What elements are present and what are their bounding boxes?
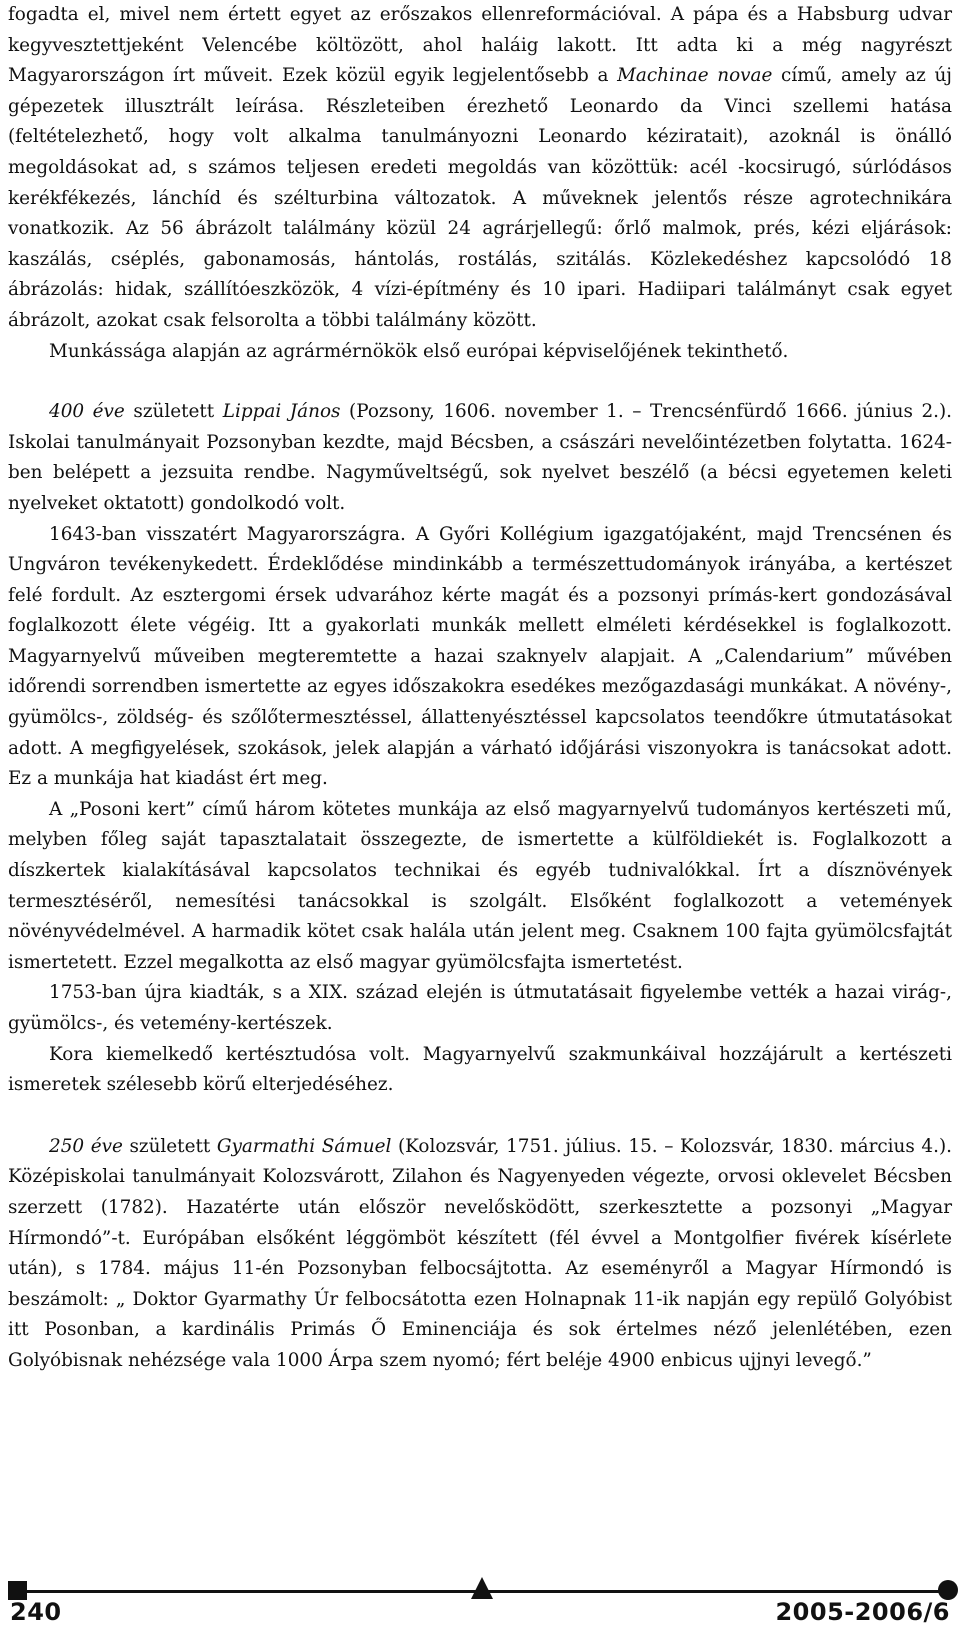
paragraph-gyarmathi bbox=[8, 1132, 952, 1377]
person-name: Gyarmathi Sámuel bbox=[216, 1135, 392, 1157]
page-number: 240 bbox=[10, 1598, 62, 1626]
anniversary-label: 400 éve bbox=[49, 401, 125, 423]
footer-rule bbox=[8, 1590, 950, 1593]
paragraph-summary: Munkássága alapján az agrármérnökök első európai képviselőjének tekinthető. bbox=[49, 340, 789, 362]
text-run: című, amely az új gépezetek illusztrált leírása. Részleteiben érezhető Leonardo da Vinci szellemi hatása (feltételezhető, hogy volt alkalma tanulmányozni Leonardo kéziratait), azoknál is önálló megoldásokat ad, s számos teljesen eredeti megoldás van közöttük: acél -kocsirugó, súrlódásos kerékfékezés, lánchíd és szélturbina változatok. A műveknek jelentős része agrotechnikára vonatkozik. Az 56 ábrázolt találmány közül 24 agrárjellegű: őrlő malmok, prés, kézi eljárások: kaszálás, cséplés, gabonamosás, hántolás, rostálás, szitálás. Közlekedéshez kapcsolódó 18 ábrázolás: hidak, szállítóeszközök, 4 vízi-építmény és 10 ipari. Hadiipari találmányt csak egyet ábrázolt, azokat csak felsorolta a többi találmány között. bbox=[8, 65, 953, 331]
paragraph-lippai-career: 1643-ban visszatért Magyarországra. A Győri Kollégium igazgatójaként, majd Trencsénen és Ungváron tevékenykedett. Érdeklődése mindinkább a természettudományok irányába, a kertészet felé fordult. Az esztergomi érsek udvarához kérte magát és a pozsonyi prímás-kert gondozásával foglalkozott élete végéig. Itt a gyakorlati munkák mellett elméleti kérdésekkel is foglalkozott. Magyarnyelvű műveiben megteremtette a hazai szaknyelv alapjait. A „Calendarium” művében időrendi sorrendben ismertette az egyes időszakokra esedékes mezőgazdasági munkákat. A növény-, gyümölcs-, zöldség- és szőlőtermesztéssel, állattenyésztéssel kapcsolatos teendőkre útmutatásokat adott. A megfigyelések, szokások, jelek alapján a várható időjárási viszonyokra is tanácsokat adott. Ez a munkája hat kiadást ért meg. bbox=[8, 523, 952, 790]
paragraph-posoni-kert: A „Posoni kert” című három kötetes munkája az első magyarnyelvű tudományos kertészeti mű, melyben főleg saját tapasztalatait összegezte, de ismertette a külföldiekét is. Foglalkozott a díszkertek kialakításával kapcsolatos technikai és egyéb tudnivalókkal. Írt a dísznövények termesztéséről, nemesítési tanácsokkal is szolgált. Elsőként foglalkozott a vetemények növényvédelmével. A harmadik kötet csak halála után jelent meg. Csaknem 100 fajta gyümölcsfajtát ismertetett. Ezzel megalkotta az első magyar gyümölcsfajta ismertetést. bbox=[8, 798, 952, 973]
text-run: született bbox=[122, 1135, 217, 1157]
paragraph-lippai-intro bbox=[8, 397, 952, 519]
paragraph-machinae bbox=[8, 0, 952, 337]
paragraph-legacy: Kora kiemelkedő kertésztudósa volt. Magyarnyelvű szakmunkáival hozzájárult a kertészeti ismeretek szélesebb körű elterjedéséhez. bbox=[8, 1043, 952, 1096]
document-page bbox=[8, 0, 952, 1377]
person-name: Lippai János bbox=[222, 401, 341, 423]
paragraph-reprint: 1753-ban újra kiadták, s a XIX. század elején is útmutatásait figyelembe vették a hazai virág-, gyümölcs-, és vetemény-kertészek. bbox=[8, 982, 952, 1034]
spacer bbox=[8, 1101, 952, 1132]
text-run: fogadta el, mivel nem értett egyet az erőszakos ellenreformációval. A pápa és a Habsburg udvar kegyvesztettjeként Velencébe költözött, ahol haláig lakott. Itt adta ki a még nagyrészt Magyarországon írt műveit. Ezek közül egyik legjelentősebb a bbox=[8, 4, 952, 87]
work-title: Machinae novae bbox=[617, 65, 773, 87]
anniversary-label: 250 éve bbox=[49, 1135, 123, 1157]
text-run: (Kolozsvár, 1751. július. 15. – Kolozsvár, 1830. március 4.). Középiskolai tanulmányait Kolozsvárott, Zilahon és Nagyenyeden végezte, orvosi oklevelet Bécsben szerzett (1782). Hazatérte után először nevelősködött, szerkesztette a pozsonyi „Magyar Hírmondó”-t. Európában elsőként léggömböt készített (fél évvel a Montgolfier fivérek kísérlete után), s 1784. május 11-én Pozsonyban felbocsájtotta. Az eseményről a Magyar Hírmondó is beszámolt: „ Doktor Gyarmathy Úr felbocsátotta ezen Holnapnak 11-ik napján egy repülő Golyóbist itt Posonban, a kardinális Primás Ő Eminenciája és sok értelmes néző jelenlétében, ezen Golyóbisnak nehézsége vala 1000 Árpa szem nyomó; fért beléje 4900 enbicus ujjnyi levegő.” bbox=[8, 1135, 952, 1371]
text-run: (Pozsony, 1606. november 1. – Trencsénfürdő 1666. június 2.). Iskolai tanulmányait Pozsonyban kezdte, majd Bécsben, a császári nevelőintézetben folytatta. 1624-ben belépett a jezsuita rendbe. Nagyműveltségű, sok nyelvet beszélő (a bécsi egyetemen keleti nyelveket oktatott) gondolkodó volt. bbox=[8, 401, 953, 514]
spacer bbox=[8, 367, 952, 397]
text-run: született bbox=[124, 401, 223, 423]
issue-label: 2005-2006/6 bbox=[775, 1598, 950, 1626]
triangle-marker-icon bbox=[471, 1577, 493, 1599]
